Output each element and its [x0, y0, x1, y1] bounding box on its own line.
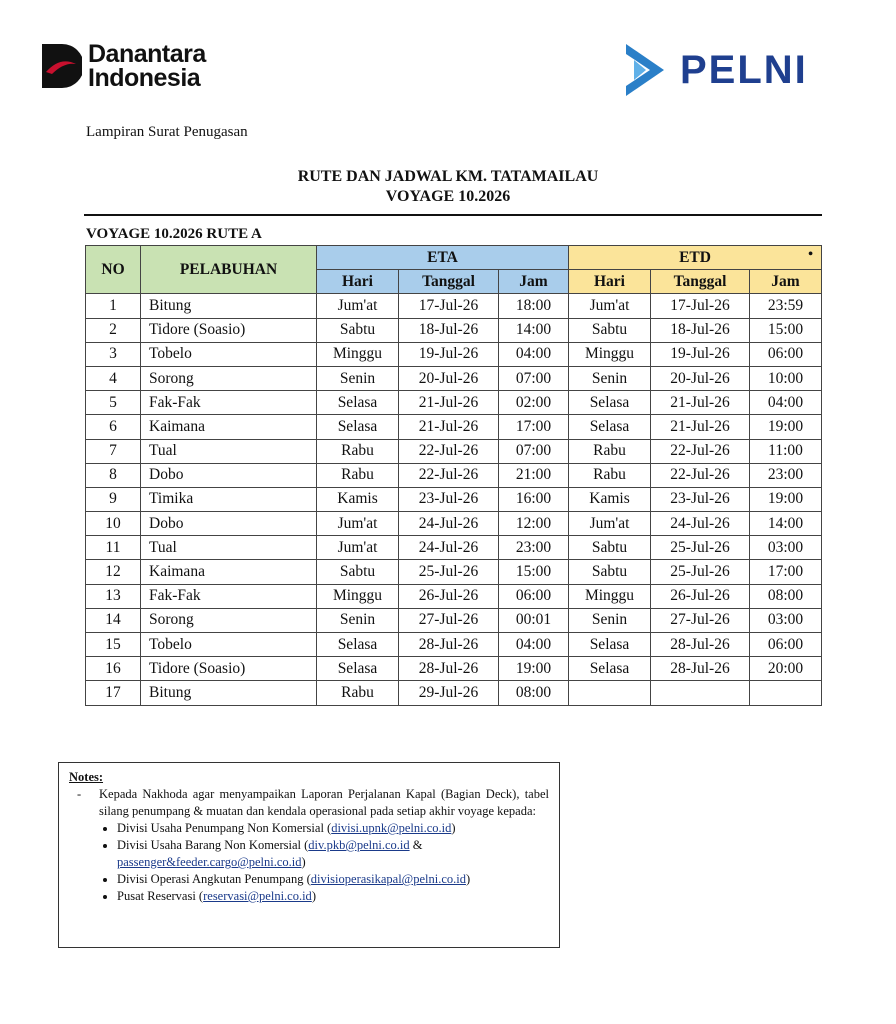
cell-eta-tanggal: 24-Jul-26	[399, 512, 499, 536]
document-subtitle: VOYAGE 10.2026	[385, 188, 511, 205]
email-link[interactable]: divisioperasikapal@pelni.co.id	[310, 872, 466, 886]
schedule-table	[85, 245, 822, 706]
header-eta-jam: Jam	[499, 270, 569, 294]
cell-etd-hari: Minggu	[569, 584, 651, 608]
cell-eta-jam: 06:00	[499, 584, 569, 608]
cell-eta-jam: 21:00	[499, 463, 569, 487]
cell-no: 12	[86, 560, 141, 584]
cell-eta-jam: 23:00	[499, 536, 569, 560]
header-etd-tanggal: Tanggal	[651, 270, 750, 294]
table-row	[86, 536, 822, 560]
notes-dash: -	[77, 787, 82, 801]
schedule-body	[86, 294, 822, 705]
cell-port: Kaimana	[141, 415, 317, 439]
cell-eta-tanggal: 19-Jul-26	[399, 342, 499, 366]
cell-port: Dobo	[141, 463, 317, 487]
cell-etd-tanggal	[651, 681, 750, 705]
cell-eta-hari: Sabtu	[317, 318, 399, 342]
cell-port: Tidore (Soasio)	[141, 657, 317, 681]
danantara-text-line2: Indonesia	[88, 64, 201, 92]
cell-etd-jam: 06:00	[750, 633, 822, 657]
header-etd	[569, 246, 822, 270]
cell-eta-hari: Selasa	[317, 391, 399, 415]
cell-etd-tanggal: 23-Jul-26	[651, 487, 750, 511]
cell-etd-jam: 19:00	[750, 415, 822, 439]
cell-etd-jam: 04:00	[750, 391, 822, 415]
danantara-mark-icon	[40, 42, 82, 90]
cell-eta-tanggal: 20-Jul-26	[399, 366, 499, 390]
cell-eta-hari: Selasa	[317, 633, 399, 657]
cell-eta-hari: Rabu	[317, 463, 399, 487]
cell-no: 1	[86, 294, 141, 318]
cell-etd-hari: Minggu	[569, 342, 651, 366]
cell-eta-tanggal: 21-Jul-26	[399, 391, 499, 415]
lampiran-label: Lampiran Surat Penugasan	[86, 124, 248, 140]
cell-port: Dobo	[141, 512, 317, 536]
cell-eta-jam: 07:00	[499, 439, 569, 463]
cell-etd-jam: 11:00	[750, 439, 822, 463]
cell-etd-jam: 14:00	[750, 512, 822, 536]
email-link[interactable]: divisi.upnk@pelni.co.id	[331, 821, 452, 835]
cell-etd-hari: Sabtu	[569, 560, 651, 584]
cell-no: 4	[86, 366, 141, 390]
cell-etd-jam: 23:59	[750, 294, 822, 318]
cell-eta-tanggal: 22-Jul-26	[399, 439, 499, 463]
email-link[interactable]: passenger&feeder.cargo@pelni.co.id	[117, 855, 302, 869]
cell-etd-tanggal: 28-Jul-26	[651, 633, 750, 657]
close-paren: )	[465, 872, 471, 886]
close-paren: )	[451, 821, 456, 835]
cell-port: Tidore (Soasio)	[141, 318, 317, 342]
cell-etd-tanggal: 20-Jul-26	[651, 366, 750, 390]
cell-eta-jam: 04:00	[499, 342, 569, 366]
cell-eta-hari: Sabtu	[317, 560, 399, 584]
cell-eta-jam: 02:00	[499, 391, 569, 415]
table-row	[86, 415, 822, 439]
header-eta-tanggal: Tanggal	[399, 270, 499, 294]
table-row	[86, 560, 822, 584]
cell-etd-tanggal: 28-Jul-26	[651, 657, 750, 681]
cell-etd-jam: 10:00	[750, 366, 822, 390]
cell-port: Bitung	[141, 294, 317, 318]
cell-no: 6	[86, 415, 141, 439]
cell-eta-jam: 07:00	[499, 366, 569, 390]
cell-eta-hari: Senin	[317, 366, 399, 390]
cell-etd-hari: Jum'at	[569, 512, 651, 536]
cell-port: Fak-Fak	[141, 584, 317, 608]
cell-no: 16	[86, 657, 141, 681]
cell-no: 13	[86, 584, 141, 608]
cell-etd-jam: 03:00	[750, 536, 822, 560]
cell-etd-tanggal: 21-Jul-26	[651, 391, 750, 415]
cell-etd-hari: Kamis	[569, 487, 651, 511]
cell-etd-hari: Senin	[569, 366, 651, 390]
contact-label: Divisi Usaha Penumpang Non Komersial (	[117, 821, 332, 835]
notes-box	[58, 762, 560, 948]
cell-port: Timika	[141, 487, 317, 511]
table-row	[86, 342, 822, 366]
cell-eta-jam: 18:00	[499, 294, 569, 318]
table-row	[86, 391, 822, 415]
cell-etd-hari: Jum'at	[569, 294, 651, 318]
cell-etd-tanggal: 26-Jul-26	[651, 584, 750, 608]
cell-etd-hari: Senin	[569, 608, 651, 632]
cell-eta-hari: Selasa	[317, 415, 399, 439]
header-etd-mark: •	[808, 247, 814, 262]
table-row	[86, 657, 822, 681]
cell-no: 11	[86, 536, 141, 560]
cell-eta-jam: 12:00	[499, 512, 569, 536]
notes-contact-item	[117, 820, 549, 837]
close-paren: )	[301, 855, 306, 869]
table-row	[86, 681, 822, 705]
cell-no: 7	[86, 439, 141, 463]
cell-etd-hari: Selasa	[569, 657, 651, 681]
danantara-logo	[40, 42, 206, 90]
cell-etd-hari: Rabu	[569, 439, 651, 463]
cell-eta-jam: 04:00	[499, 633, 569, 657]
cell-eta-jam: 00:01	[499, 608, 569, 632]
cell-eta-tanggal: 18-Jul-26	[399, 318, 499, 342]
cell-port: Sorong	[141, 608, 317, 632]
cell-etd-tanggal: 24-Jul-26	[651, 512, 750, 536]
cell-eta-tanggal: 17-Jul-26	[399, 294, 499, 318]
header-etd-jam: Jam	[750, 270, 822, 294]
cell-etd-hari: Selasa	[569, 391, 651, 415]
notes-contact-item	[117, 837, 549, 871]
cell-no: 3	[86, 342, 141, 366]
ampersand: &	[409, 838, 423, 852]
table-row	[86, 318, 822, 342]
table-row	[86, 294, 822, 318]
cell-eta-hari: Jum'at	[317, 294, 399, 318]
cell-no: 2	[86, 318, 141, 342]
cell-port: Tobelo	[141, 633, 317, 657]
cell-etd-jam: 17:00	[750, 560, 822, 584]
cell-eta-tanggal: 29-Jul-26	[399, 681, 499, 705]
cell-etd-jam	[750, 681, 822, 705]
cell-no: 17	[86, 681, 141, 705]
table-row	[86, 584, 822, 608]
table-row	[86, 512, 822, 536]
cell-eta-tanggal: 24-Jul-26	[399, 536, 499, 560]
cell-port: Tual	[141, 439, 317, 463]
cell-port: Fak-Fak	[141, 391, 317, 415]
title-divider	[84, 214, 822, 216]
email-link[interactable]: div.pkb@pelni.co.id	[308, 838, 410, 852]
cell-etd-hari: Selasa	[569, 633, 651, 657]
cell-etd-hari: Selasa	[569, 415, 651, 439]
cell-no: 5	[86, 391, 141, 415]
contact-label: Pusat Reservasi (	[117, 889, 204, 903]
cell-etd-hari	[569, 681, 651, 705]
cell-port: Kaimana	[141, 560, 317, 584]
header-pelabuhan: PELABUHAN	[141, 246, 317, 294]
pelni-mark-icon	[624, 40, 666, 100]
table-row	[86, 608, 822, 632]
table-row	[86, 439, 822, 463]
pelni-logo	[624, 40, 808, 100]
cell-etd-tanggal: 27-Jul-26	[651, 608, 750, 632]
cell-eta-hari: Rabu	[317, 439, 399, 463]
cell-eta-tanggal: 25-Jul-26	[399, 560, 499, 584]
cell-etd-tanggal: 22-Jul-26	[651, 463, 750, 487]
header-etd-label: ETD	[679, 248, 711, 266]
cell-no: 15	[86, 633, 141, 657]
danantara-text-line1: Danantara	[88, 40, 206, 68]
cell-no: 10	[86, 512, 141, 536]
cell-etd-tanggal: 19-Jul-26	[651, 342, 750, 366]
cell-eta-hari: Jum'at	[317, 512, 399, 536]
cell-eta-hari: Minggu	[317, 342, 399, 366]
cell-eta-jam: 16:00	[499, 487, 569, 511]
cell-etd-hari: Rabu	[569, 463, 651, 487]
header-etd-hari: Hari	[569, 270, 651, 294]
cell-eta-hari: Kamis	[317, 487, 399, 511]
cell-etd-jam: 15:00	[750, 318, 822, 342]
cell-eta-tanggal: 23-Jul-26	[399, 487, 499, 511]
cell-port: Bitung	[141, 681, 317, 705]
table-title: VOYAGE 10.2026 RUTE A	[86, 226, 262, 242]
document-title: RUTE DAN JADWAL KM. TATAMAILAU	[297, 168, 599, 185]
cell-no: 14	[86, 608, 141, 632]
contact-label: Divisi Usaha Barang Non Komersial (	[117, 838, 309, 852]
table-row	[86, 487, 822, 511]
email-link[interactable]: reservasi@pelni.co.id	[203, 889, 312, 903]
cell-etd-jam: 06:00	[750, 342, 822, 366]
cell-eta-hari: Rabu	[317, 681, 399, 705]
cell-eta-jam: 15:00	[499, 560, 569, 584]
cell-etd-hari: Sabtu	[569, 318, 651, 342]
cell-etd-tanggal: 25-Jul-26	[651, 560, 750, 584]
cell-etd-jam: 08:00	[750, 584, 822, 608]
cell-etd-hari: Sabtu	[569, 536, 651, 560]
cell-etd-tanggal: 17-Jul-26	[651, 294, 750, 318]
table-row	[86, 463, 822, 487]
cell-eta-tanggal: 26-Jul-26	[399, 584, 499, 608]
cell-eta-jam: 19:00	[499, 657, 569, 681]
cell-eta-tanggal: 22-Jul-26	[399, 463, 499, 487]
cell-eta-tanggal: 21-Jul-26	[399, 415, 499, 439]
pelni-text: PELNI	[680, 47, 808, 92]
notes-intro-item	[69, 786, 549, 820]
cell-port: Tual	[141, 536, 317, 560]
cell-eta-hari: Jum'at	[317, 536, 399, 560]
cell-etd-tanggal: 25-Jul-26	[651, 536, 750, 560]
header-no: NO	[86, 246, 141, 294]
cell-etd-jam: 20:00	[750, 657, 822, 681]
contact-label: Divisi Operasi Angkutan Penumpang (	[117, 872, 311, 886]
header-eta-hari: Hari	[317, 270, 399, 294]
cell-etd-tanggal: 18-Jul-26	[651, 318, 750, 342]
cell-eta-jam: 08:00	[499, 681, 569, 705]
cell-eta-tanggal: 28-Jul-26	[399, 657, 499, 681]
cell-eta-jam: 14:00	[499, 318, 569, 342]
cell-eta-hari: Senin	[317, 608, 399, 632]
cell-port: Tobelo	[141, 342, 317, 366]
cell-etd-jam: 23:00	[750, 463, 822, 487]
cell-eta-tanggal: 28-Jul-26	[399, 633, 499, 657]
cell-eta-hari: Selasa	[317, 657, 399, 681]
cell-etd-tanggal: 21-Jul-26	[651, 415, 750, 439]
cell-port: Sorong	[141, 366, 317, 390]
close-paren: )	[311, 889, 316, 903]
notes-contact-item	[117, 888, 549, 905]
cell-etd-jam: 03:00	[750, 608, 822, 632]
table-row	[86, 633, 822, 657]
notes-contact-item	[117, 871, 549, 888]
cell-no: 9	[86, 487, 141, 511]
notes-contact-list	[69, 820, 549, 905]
cell-etd-jam: 19:00	[750, 487, 822, 511]
cell-eta-tanggal: 27-Jul-26	[399, 608, 499, 632]
cell-etd-tanggal: 22-Jul-26	[651, 439, 750, 463]
notes-intro: Kepada Nakhoda agar menyampaikan Laporan Perjalanan Kapal (Bagian Deck), tabel silang penumpang & muatan dan kendala operasional pada setiap akhir voyage kepada:	[99, 787, 549, 818]
header-eta: ETA	[317, 246, 569, 270]
cell-eta-jam: 17:00	[499, 415, 569, 439]
notes-heading: Notes:	[69, 770, 104, 784]
cell-eta-hari: Minggu	[317, 584, 399, 608]
cell-no: 8	[86, 463, 141, 487]
table-row	[86, 366, 822, 390]
